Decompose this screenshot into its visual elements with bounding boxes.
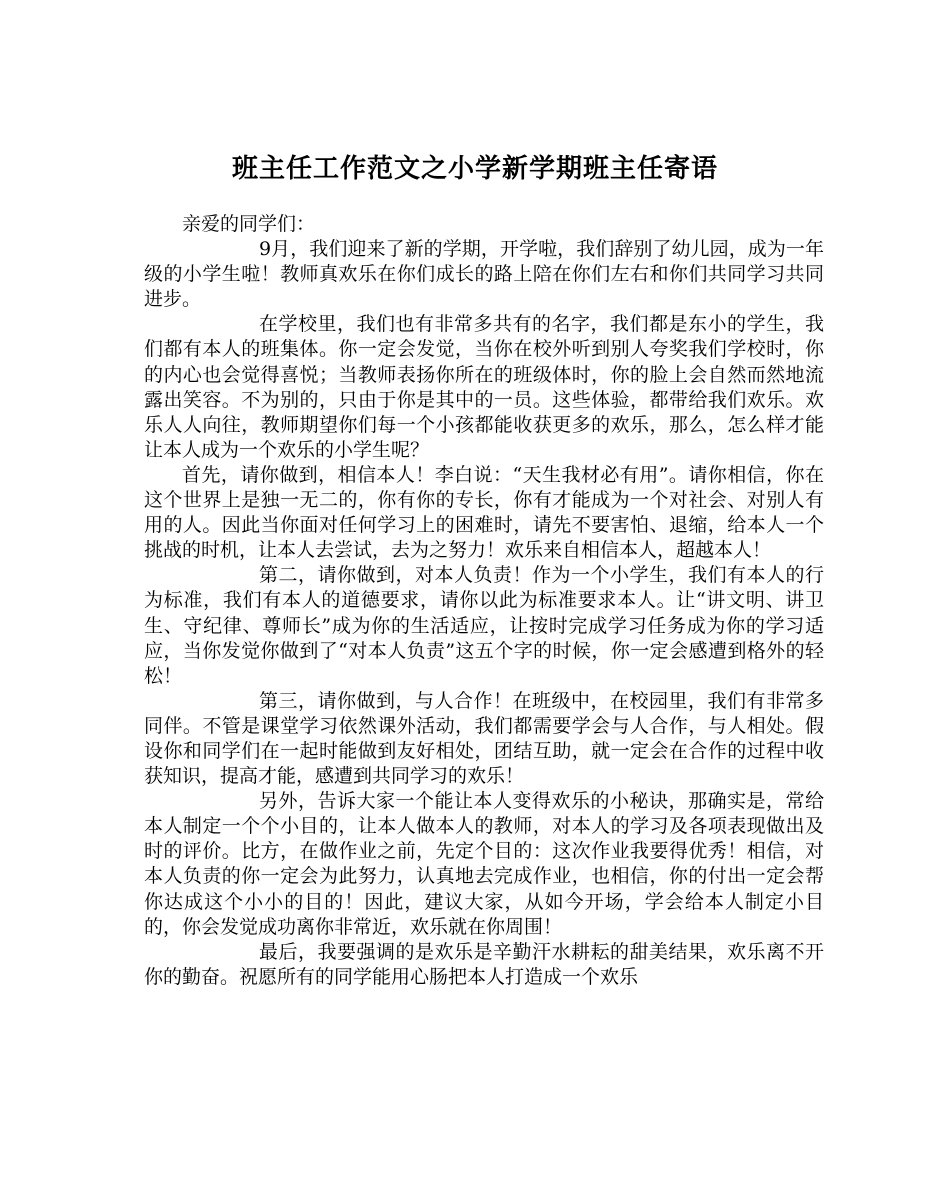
paragraph-5: 第三，请你做到，与人合作！在班级中，在校园里，我们有非常多同伴。不管是课堂学习依然课外活动，我们都需要学会与人合作，与人相处。假设你和同学们在一起时能做到友好相处，团结互助，就一定会在合作的过程中收获知识，提高才能，感遭到共同学习的欢乐！ <box>144 689 824 788</box>
paragraph-4: 第二，请你做到，对本人负责！作为一个小学生，我们有本人的行为标准，我们有本人的道德要求，请你以此为标准要求本人。让“讲文明、讲卫生、守纪律、尊师长”成为你的生活适应，让按时完成学习任务成为你的学习适应，当你发觉你做到了“对本人负责”这五个字的时候，你一定会感遭到格外的轻松！ <box>144 564 824 687</box>
paragraph-1: 9月，我们迎来了新的学期，开学啦，我们辞别了幼儿园，成为一年级的小学生啦！教师真欢乐在你们成长的路上陪在你们左右和你们共同学习共同进步。 <box>144 238 824 311</box>
paragraph-6: 另外，告诉大家一个能让本人变得欢乐的小秘诀，那确实是，常给本人制定一个个小目的，让本人做本人的教师，对本人的学习及各项表现做出及时的评价。比方，在做作业之前，先定个目的：这次作业我要得优秀！相信，对本人负责的你一定会为此努力，认真地去完成作业，也相信，你的付出一定会帮你达成这个小小的目的！因此，建议大家，从如今开场，学会给本人制定小目的，你会发觉成功离你非常近，欢乐就在你周围！ <box>144 790 824 938</box>
paragraph-7: 最后，我要强调的是欢乐是辛勤汗水耕耘的甜美结果，欢乐离不开你的勤奋。祝愿所有的同学能用心肠把本人打造成一个欢乐 <box>144 940 824 988</box>
document-title: 班主任工作范文之小学新学期班主任寄语 <box>231 154 718 185</box>
paragraph-2: 在学校里，我们也有非常多共有的名字，我们都是东小的学生，我们都有本人的班集体。你一定会发觉，当你在校外听到别人夸奖我们学校时，你的内心也会觉得喜悦；当教师表扬你所在的班级体时，你的脸上会自然而然地流露出笑容。不为别的，只由于你是其中的一员。这些体验，都带给我们欢乐。欢乐人人向往，教师期望你们每一个小孩都能收获更多的欢乐，那么，怎么样才能让本人成为一个欢乐的小学生呢？ <box>144 313 824 461</box>
salutation: 亲爱的同学们： <box>182 213 316 235</box>
paragraph-3: 首先，请你做到，相信本人！李白说：“天生我材必有用”。请你相信，你在这个世界上是独一无二的，你有你的专长，你有才能成为一个对社会、对别人有用的人。因此当你面对任何学习上的困难时，请先不要害怕、退缩，给本人一个挑战的时机，让本人去尝试，去为之努力！欢乐来自相信本人，超越本人！ <box>144 463 824 562</box>
document-body <box>144 212 824 990</box>
